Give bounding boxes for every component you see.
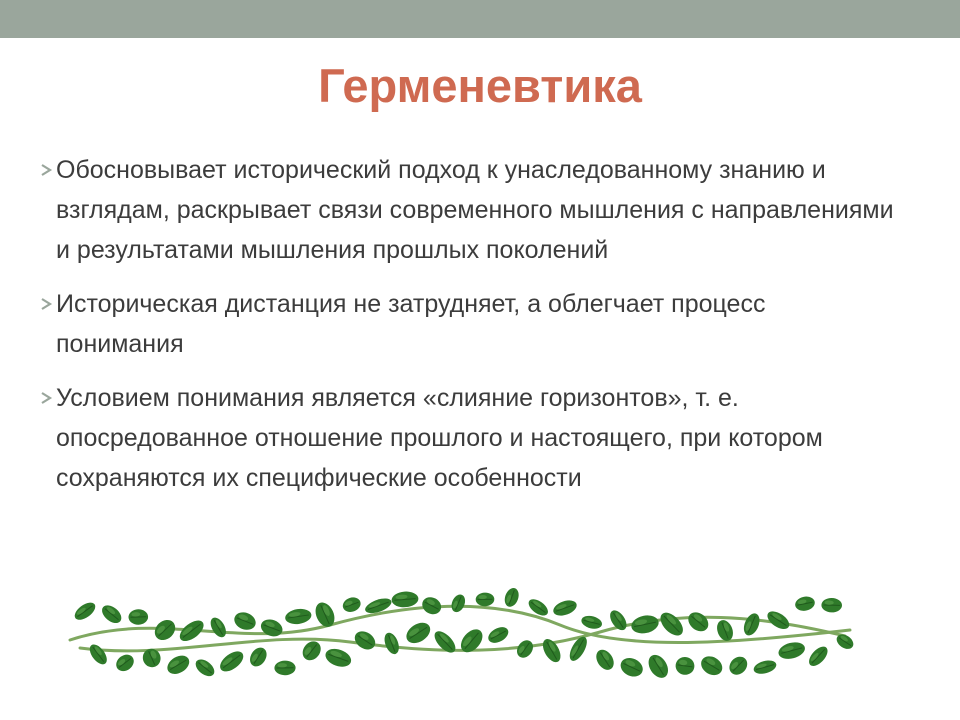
leaf-icon <box>274 660 295 675</box>
arrow-bullet-icon <box>36 284 56 324</box>
leaf-icon <box>217 647 247 675</box>
leaf-icon <box>86 641 110 667</box>
leaf-icon <box>382 631 402 656</box>
leaf-icon <box>391 591 419 609</box>
bullet-item <box>36 284 896 364</box>
leaf-icon <box>698 653 726 679</box>
leaf-icon <box>323 646 354 670</box>
leaf-icon <box>674 656 695 676</box>
leaf-icon <box>630 613 661 636</box>
bullet-list <box>36 150 896 512</box>
leaf-icon <box>258 617 284 640</box>
leaf-icon <box>449 592 468 614</box>
leaf-icon <box>99 602 125 627</box>
leaf-icon <box>431 628 459 656</box>
leaf-icon <box>580 614 603 631</box>
arrow-bullet-icon <box>36 378 56 418</box>
leaf-icon <box>486 624 511 646</box>
leaf-icon <box>656 609 687 640</box>
leaf-icon <box>645 651 672 681</box>
leaf-icon <box>618 655 646 680</box>
leaf-icon <box>232 609 259 632</box>
leaf-icon <box>794 595 816 613</box>
leaf-icon <box>247 645 270 670</box>
leaf-icon <box>72 599 99 623</box>
leaf-icon <box>476 592 495 606</box>
leaf-icon <box>341 595 363 614</box>
leaf-icon <box>193 656 218 679</box>
bullet-text: Условием понимания является «слияние горизонтов», т. е. опосредованное отношение прошлого и настоящего, при котором сохраняются их специфические особенности <box>56 384 823 492</box>
leaf-icon <box>419 594 444 617</box>
leaf-icon <box>351 628 378 654</box>
bullet-text: Обосновывает исторический подход к унаследованному знанию и взглядам, раскрывает связи современного мышления с направлениями и результатами мышления прошлых поколений <box>56 156 894 264</box>
leaf-icon <box>164 652 192 678</box>
leaf-icon <box>128 609 148 625</box>
bullet-text: Историческая дистанция не затрудняет, а облегчает процесс понимания <box>56 290 766 358</box>
leaf-icon <box>752 658 778 676</box>
leaf-icon <box>806 643 831 669</box>
slide-title: Герменевтика <box>318 59 642 112</box>
leaf-icon <box>777 640 807 662</box>
leafy-vine-icon <box>0 570 960 690</box>
leaf-icon <box>113 651 137 674</box>
top-accent-bar <box>0 0 960 38</box>
arrow-bullet-icon <box>36 150 56 190</box>
leaf-icon <box>284 607 312 626</box>
leaf-icon <box>502 586 521 609</box>
bullet-item <box>36 150 896 270</box>
leaf-icon <box>551 597 579 618</box>
leaf-icon <box>403 619 434 648</box>
leaf-icon <box>685 608 713 635</box>
leaf-icon <box>299 638 325 664</box>
leaf-icon <box>726 653 751 678</box>
leaf-icon <box>741 611 763 638</box>
bullet-item <box>36 378 896 498</box>
leaf-icon <box>207 615 229 640</box>
leaf-icon <box>593 647 618 674</box>
leaf-icon <box>821 598 842 613</box>
